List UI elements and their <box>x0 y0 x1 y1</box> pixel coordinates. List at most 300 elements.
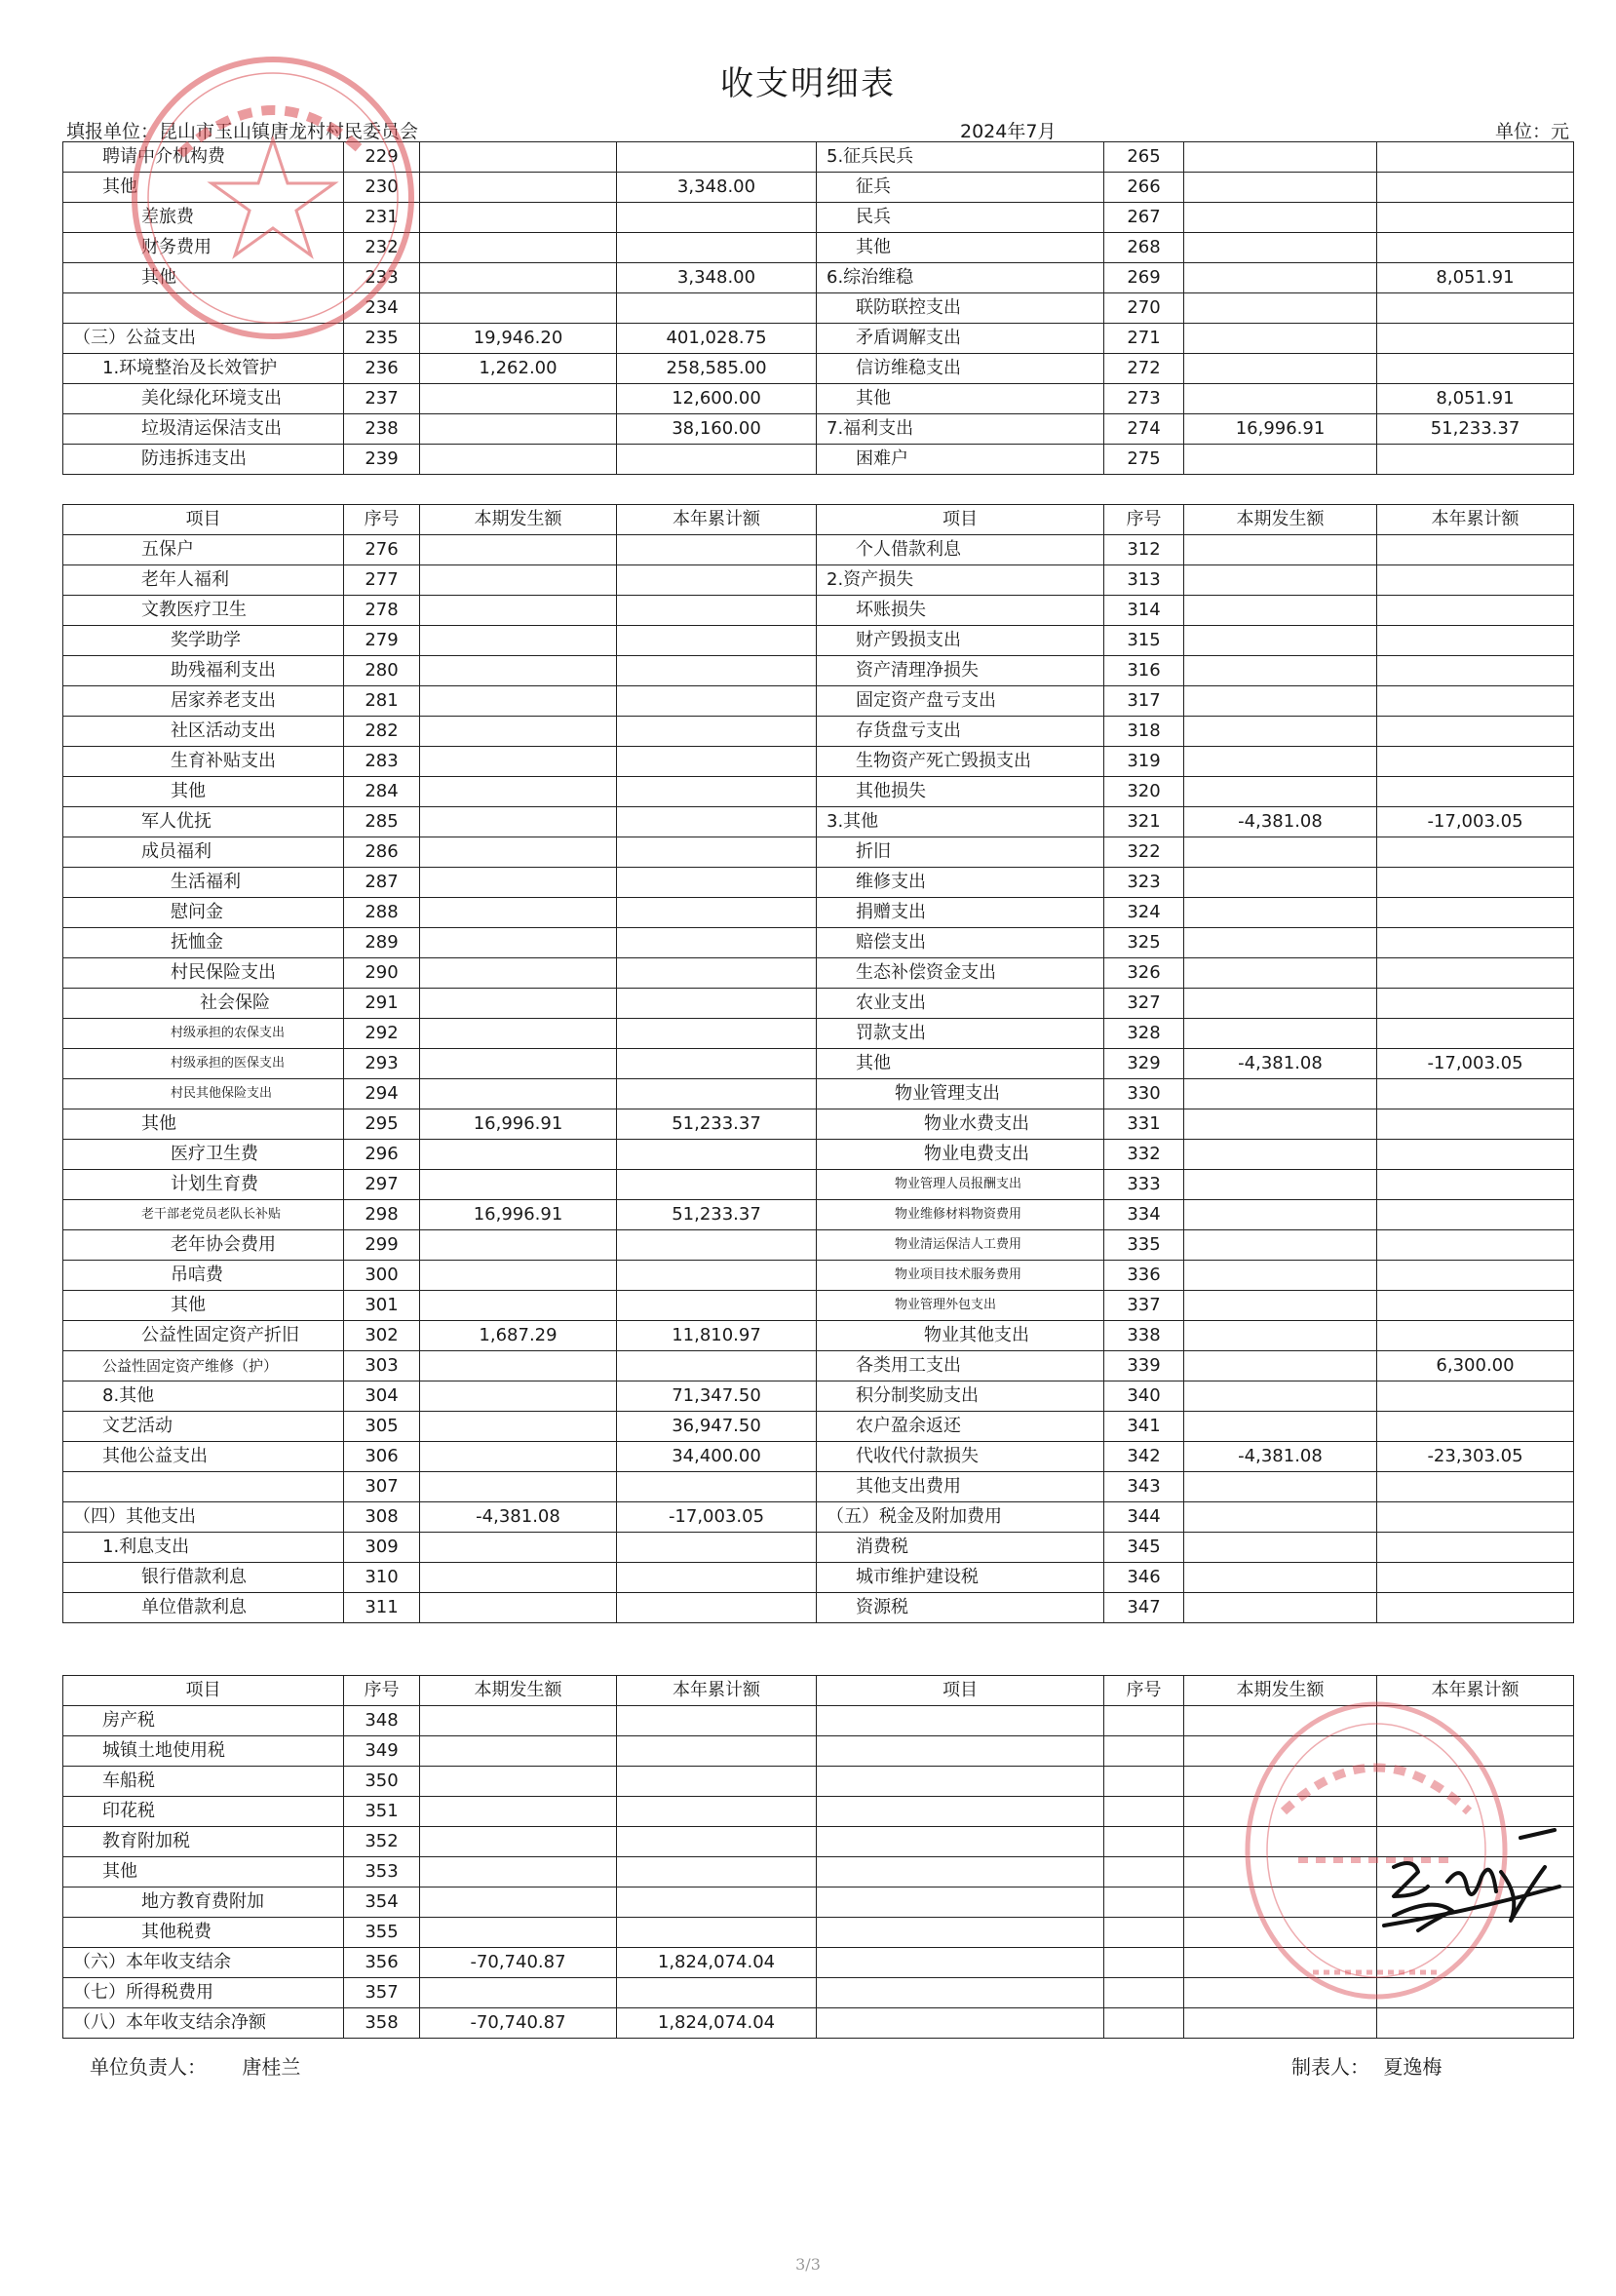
cell-no-r <box>1104 1797 1184 1827</box>
cell-current <box>420 535 617 565</box>
cell-item-r: 积分制奖励支出 <box>817 1381 1104 1412</box>
cell-current <box>420 868 617 898</box>
report-period: 2024年7月 <box>960 121 1057 142</box>
cell-current <box>420 1857 617 1887</box>
cell-item-r: 消费税 <box>817 1533 1104 1563</box>
cell-no: 295 <box>344 1109 420 1140</box>
column-header-ytd: 本年累计额 <box>617 505 817 535</box>
cell-item-r: （五）税金及附加费用 <box>817 1502 1104 1533</box>
cell-ytd <box>617 293 817 324</box>
table-row <box>63 989 1574 1019</box>
cell-item: 慰问金 <box>63 898 344 928</box>
cell-item: 其他 <box>63 777 344 807</box>
cell-ytd <box>617 565 817 596</box>
table-row <box>63 324 1574 354</box>
cell-ytd-r <box>1377 1736 1574 1767</box>
cell-no: 296 <box>344 1140 420 1170</box>
cell-ytd <box>617 535 817 565</box>
table-row <box>63 1827 1574 1857</box>
cell-no-r <box>1104 1857 1184 1887</box>
cell-current-r <box>1184 1857 1377 1887</box>
cell-item-r: 6.综治维稳 <box>817 263 1104 293</box>
cell-no: 298 <box>344 1200 420 1230</box>
cell-no-r: 319 <box>1104 747 1184 777</box>
cell-current-r <box>1184 1797 1377 1827</box>
table-row <box>63 1381 1574 1412</box>
cell-no: 239 <box>344 445 420 475</box>
table-row <box>63 1563 1574 1593</box>
cell-no: 300 <box>344 1261 420 1291</box>
table-row <box>63 203 1574 233</box>
cell-ytd <box>617 1261 817 1291</box>
cell-ytd-r <box>1377 1412 1574 1442</box>
cell-no: 355 <box>344 1918 420 1948</box>
cell-current <box>420 1442 617 1472</box>
cell-no: 238 <box>344 414 420 445</box>
cell-no: 276 <box>344 535 420 565</box>
cell-no: 289 <box>344 928 420 958</box>
column-header-current: 本期发生额 <box>420 505 617 535</box>
cell-ytd-r: 8,051.91 <box>1377 263 1574 293</box>
cell-current-r: -4,381.08 <box>1184 807 1377 837</box>
cell-ytd <box>617 1563 817 1593</box>
cell-current <box>420 233 617 263</box>
column-header-no: 序号 <box>344 1676 420 1706</box>
table-row <box>63 1049 1574 1079</box>
cell-no-r: 342 <box>1104 1442 1184 1472</box>
cell-current <box>420 1140 617 1170</box>
cell-current: -4,381.08 <box>420 1502 617 1533</box>
cell-ytd-r <box>1377 656 1574 686</box>
table-maker-label: 制表人： <box>1291 2055 1369 2079</box>
cell-ytd <box>617 1140 817 1170</box>
table-row <box>63 686 1574 717</box>
table-row <box>63 142 1574 173</box>
cell-no-r: 347 <box>1104 1593 1184 1623</box>
cell-current <box>420 928 617 958</box>
table-row <box>63 1533 1574 1563</box>
cell-no: 281 <box>344 686 420 717</box>
cell-ytd <box>617 1887 817 1918</box>
cell-no-r: 322 <box>1104 837 1184 868</box>
page-number: 3/3 <box>795 2255 821 2274</box>
table-row <box>63 1261 1574 1291</box>
cell-ytd-r <box>1377 717 1574 747</box>
cell-item: 其他 <box>63 263 344 293</box>
cell-ytd-r <box>1377 1593 1574 1623</box>
cell-ytd-r <box>1377 898 1574 928</box>
cell-no: 282 <box>344 717 420 747</box>
cell-ytd <box>617 1049 817 1079</box>
cell-current: -70,740.87 <box>420 2008 617 2039</box>
cell-item: 车船税 <box>63 1767 344 1797</box>
cell-ytd <box>617 1918 817 1948</box>
cell-no: 237 <box>344 384 420 414</box>
table-row <box>63 898 1574 928</box>
cell-ytd: 36,947.50 <box>617 1412 817 1442</box>
cell-item: 生活福利 <box>63 868 344 898</box>
cell-item: （七）所得税费用 <box>63 1978 344 2008</box>
cell-current <box>420 1472 617 1502</box>
cell-ytd-r <box>1377 1200 1574 1230</box>
detail-table-2 <box>62 504 1574 1623</box>
cell-ytd-r <box>1377 1472 1574 1502</box>
table-row <box>63 928 1574 958</box>
cell-no: 311 <box>344 1593 420 1623</box>
cell-current <box>420 1593 617 1623</box>
cell-item: 财务费用 <box>63 233 344 263</box>
table-row <box>63 1857 1574 1887</box>
cell-ytd-r <box>1377 1381 1574 1412</box>
cell-current-r <box>1184 1230 1377 1261</box>
cell-no: 233 <box>344 263 420 293</box>
cell-no-r: 337 <box>1104 1291 1184 1321</box>
cell-current-r <box>1184 1563 1377 1593</box>
cell-no: 229 <box>344 142 420 173</box>
table-row <box>63 626 1574 656</box>
column-header-ytd-r: 本年累计额 <box>1377 505 1574 535</box>
table-row <box>63 1502 1574 1533</box>
cell-no: 299 <box>344 1230 420 1261</box>
cell-item-r: 赔偿支出 <box>817 928 1104 958</box>
cell-item-r: 物业管理支出 <box>817 1079 1104 1109</box>
cell-no-r: 275 <box>1104 445 1184 475</box>
cell-item: 公益性固定资产维修（护） <box>63 1351 344 1381</box>
cell-current <box>420 1019 617 1049</box>
cell-item: 其他 <box>63 1109 344 1140</box>
table-row <box>63 1291 1574 1321</box>
cell-no-r: 320 <box>1104 777 1184 807</box>
cell-item: 军人优抚 <box>63 807 344 837</box>
cell-ytd-r: -17,003.05 <box>1377 807 1574 837</box>
cell-no-r: 329 <box>1104 1049 1184 1079</box>
column-header-current: 本期发生额 <box>420 1676 617 1706</box>
cell-ytd-r: -17,003.05 <box>1377 1049 1574 1079</box>
cell-item-r: 其他 <box>817 384 1104 414</box>
cell-current <box>420 1918 617 1948</box>
cell-ytd-r <box>1377 1978 1574 2008</box>
cell-ytd-r <box>1377 1887 1574 1918</box>
cell-ytd <box>617 203 817 233</box>
cell-current <box>420 293 617 324</box>
cell-ytd <box>617 777 817 807</box>
cell-item: 印花税 <box>63 1797 344 1827</box>
cell-current-r <box>1184 1918 1377 1948</box>
cell-ytd: 3,348.00 <box>617 173 817 203</box>
cell-ytd <box>617 1291 817 1321</box>
table-row <box>63 445 1574 475</box>
cell-no-r: 313 <box>1104 565 1184 596</box>
cell-item-r: 资源税 <box>817 1593 1104 1623</box>
cell-ytd-r: -23,303.05 <box>1377 1442 1574 1472</box>
cell-current <box>420 1533 617 1563</box>
table-row <box>63 1706 1574 1736</box>
cell-item: 其他 <box>63 173 344 203</box>
cell-current <box>420 1291 617 1321</box>
cell-ytd: 11,810.97 <box>617 1321 817 1351</box>
cell-item-r: 固定资产盘亏支出 <box>817 686 1104 717</box>
cell-current-r <box>1184 263 1377 293</box>
cell-item-r: 个人借款利息 <box>817 535 1104 565</box>
cell-item-r: 坏账损失 <box>817 596 1104 626</box>
cell-ytd-r <box>1377 596 1574 626</box>
table-row <box>63 293 1574 324</box>
cell-item: 地方教育费附加 <box>63 1887 344 1918</box>
cell-current-r <box>1184 1706 1377 1736</box>
cell-no: 309 <box>344 1533 420 1563</box>
cell-current-r <box>1184 1019 1377 1049</box>
cell-ytd <box>617 928 817 958</box>
cell-current <box>420 807 617 837</box>
cell-current-r <box>1184 233 1377 263</box>
table-row <box>63 1797 1574 1827</box>
cell-no: 230 <box>344 173 420 203</box>
cell-item: 文艺活动 <box>63 1412 344 1442</box>
table-row <box>63 1321 1574 1351</box>
cell-ytd-r <box>1377 928 1574 958</box>
cell-current-r <box>1184 1767 1377 1797</box>
cell-item: 其他 <box>63 1857 344 1887</box>
cell-current-r <box>1184 565 1377 596</box>
cell-current <box>420 565 617 596</box>
cell-item-r: 折旧 <box>817 837 1104 868</box>
cell-no-r: 268 <box>1104 233 1184 263</box>
cell-item-r: 罚款支出 <box>817 1019 1104 1049</box>
cell-item-r: 物业水费支出 <box>817 1109 1104 1140</box>
cell-ytd-r <box>1377 958 1574 989</box>
column-header-item-r: 项目 <box>817 1676 1104 1706</box>
cell-no: 232 <box>344 233 420 263</box>
cell-ytd <box>617 1827 817 1857</box>
cell-current <box>420 1230 617 1261</box>
cell-current-r <box>1184 2008 1377 2039</box>
cell-no-r: 273 <box>1104 384 1184 414</box>
cell-current-r <box>1184 1978 1377 2008</box>
cell-item <box>63 1472 344 1502</box>
cell-no-r: 321 <box>1104 807 1184 837</box>
cell-current <box>420 656 617 686</box>
cell-no-r <box>1104 2008 1184 2039</box>
cell-ytd-r <box>1377 1918 1574 1948</box>
cell-ytd-r <box>1377 1563 1574 1593</box>
cell-ytd <box>617 1230 817 1261</box>
cell-current <box>420 596 617 626</box>
cell-current-r <box>1184 1140 1377 1170</box>
cell-current <box>420 384 617 414</box>
cell-current: 1,687.29 <box>420 1321 617 1351</box>
cell-current <box>420 898 617 928</box>
cell-item: 垃圾清运保洁支出 <box>63 414 344 445</box>
unit-leader-name: 唐桂兰 <box>242 2055 301 2079</box>
cell-ytd-r <box>1377 1140 1574 1170</box>
cell-no-r: 334 <box>1104 1200 1184 1230</box>
cell-current-r <box>1184 928 1377 958</box>
column-header-item: 项目 <box>63 1676 344 1706</box>
cell-no: 353 <box>344 1857 420 1887</box>
cell-ytd-r <box>1377 1502 1574 1533</box>
cell-ytd-r: 8,051.91 <box>1377 384 1574 414</box>
cell-ytd <box>617 1533 817 1563</box>
cell-current-r: -4,381.08 <box>1184 1049 1377 1079</box>
table-row <box>63 1887 1574 1918</box>
cell-ytd <box>617 1706 817 1736</box>
cell-ytd: 1,824,074.04 <box>617 2008 817 2039</box>
cell-ytd: -17,003.05 <box>617 1502 817 1533</box>
cell-ytd-r <box>1377 445 1574 475</box>
cell-current-r <box>1184 1351 1377 1381</box>
cell-ytd <box>617 717 817 747</box>
cell-item: 差旅费 <box>63 203 344 233</box>
cell-no-r: 324 <box>1104 898 1184 928</box>
table-row <box>63 1079 1574 1109</box>
cell-no-r: 317 <box>1104 686 1184 717</box>
table-row <box>63 1351 1574 1381</box>
cell-item: 村民其他保险支出 <box>63 1079 344 1109</box>
cell-ytd-r: 51,233.37 <box>1377 414 1574 445</box>
cell-no-r: 266 <box>1104 173 1184 203</box>
cell-item-r: 物业维修材料物资费用 <box>817 1200 1104 1230</box>
cell-ytd: 71,347.50 <box>617 1381 817 1412</box>
table-row <box>63 596 1574 626</box>
cell-ytd <box>617 958 817 989</box>
cell-no-r: 338 <box>1104 1321 1184 1351</box>
cell-current <box>420 1827 617 1857</box>
cell-no-r: 327 <box>1104 989 1184 1019</box>
cell-current <box>420 626 617 656</box>
cell-ytd: 1,824,074.04 <box>617 1948 817 1978</box>
cell-current-r: 16,996.91 <box>1184 414 1377 445</box>
cell-current-r <box>1184 1827 1377 1857</box>
cell-ytd-r <box>1377 1857 1574 1887</box>
cell-no-r: 333 <box>1104 1170 1184 1200</box>
cell-ytd <box>617 1351 817 1381</box>
cell-no: 288 <box>344 898 420 928</box>
cell-item-r <box>817 1736 1104 1767</box>
cell-ytd-r <box>1377 1797 1574 1827</box>
cell-current-r <box>1184 1109 1377 1140</box>
cell-ytd-r <box>1377 1827 1574 1857</box>
cell-no-r <box>1104 1918 1184 1948</box>
cell-current <box>420 1170 617 1200</box>
cell-current-r <box>1184 777 1377 807</box>
page-title: 收支明细表 <box>720 64 896 103</box>
cell-current-r <box>1184 596 1377 626</box>
cell-item: 居家养老支出 <box>63 686 344 717</box>
cell-no: 352 <box>344 1827 420 1857</box>
cell-no: 301 <box>344 1291 420 1321</box>
cell-current-r <box>1184 1887 1377 1918</box>
table-maker <box>1291 2051 1442 2080</box>
cell-no: 357 <box>344 1978 420 2008</box>
table-row <box>63 263 1574 293</box>
table-row <box>63 1918 1574 1948</box>
cell-no-r: 316 <box>1104 656 1184 686</box>
cell-no: 349 <box>344 1736 420 1767</box>
cell-ytd: 51,233.37 <box>617 1109 817 1140</box>
cell-ytd-r <box>1377 1261 1574 1291</box>
cell-no: 235 <box>344 324 420 354</box>
cell-no-r: 335 <box>1104 1230 1184 1261</box>
cell-current-r <box>1184 203 1377 233</box>
table-row <box>63 1948 1574 1978</box>
cell-no-r: 328 <box>1104 1019 1184 1049</box>
cell-current: 16,996.91 <box>420 1109 617 1140</box>
cell-no-r: 344 <box>1104 1502 1184 1533</box>
cell-ytd-r <box>1377 777 1574 807</box>
cell-ytd <box>617 142 817 173</box>
cell-item: 单位借款利息 <box>63 1593 344 1623</box>
cell-no: 356 <box>344 1948 420 1978</box>
cell-no-r <box>1104 1767 1184 1797</box>
cell-no: 279 <box>344 626 420 656</box>
cell-current: -70,740.87 <box>420 1948 617 1978</box>
cell-item-r <box>817 1918 1104 1948</box>
cell-ytd-r: 6,300.00 <box>1377 1351 1574 1381</box>
cell-ytd-r <box>1377 1948 1574 1978</box>
cell-ytd-r <box>1377 868 1574 898</box>
cell-item: 公益性固定资产折旧 <box>63 1321 344 1351</box>
detail-table-1 <box>62 141 1574 475</box>
cell-no-r: 346 <box>1104 1563 1184 1593</box>
cell-ytd-r <box>1377 203 1574 233</box>
cell-ytd-r <box>1377 142 1574 173</box>
cell-no: 294 <box>344 1079 420 1109</box>
cell-no-r: 325 <box>1104 928 1184 958</box>
table-row <box>63 807 1574 837</box>
cell-current <box>420 1978 617 2008</box>
cell-item-r <box>817 1706 1104 1736</box>
table-row <box>63 1736 1574 1767</box>
cell-current-r <box>1184 354 1377 384</box>
cell-item: 城镇土地使用税 <box>63 1736 344 1767</box>
cell-no-r: 314 <box>1104 596 1184 626</box>
cell-no: 306 <box>344 1442 420 1472</box>
cell-no-r: 343 <box>1104 1472 1184 1502</box>
cell-ytd-r <box>1377 324 1574 354</box>
currency-unit: 单位：元 <box>1494 121 1569 142</box>
cell-ytd <box>617 807 817 837</box>
cell-current-r <box>1184 173 1377 203</box>
cell-current: 1,262.00 <box>420 354 617 384</box>
cell-item-r: 捐赠支出 <box>817 898 1104 928</box>
table-row <box>63 1412 1574 1442</box>
cell-no-r: 336 <box>1104 1261 1184 1291</box>
cell-current-r <box>1184 747 1377 777</box>
cell-item: 美化绿化环境支出 <box>63 384 344 414</box>
table-row <box>63 354 1574 384</box>
cell-current <box>420 958 617 989</box>
cell-current <box>420 1049 617 1079</box>
cell-current-r <box>1184 445 1377 475</box>
cell-item: 社会保险 <box>63 989 344 1019</box>
cell-no-r <box>1104 1978 1184 2008</box>
cell-no-r: 270 <box>1104 293 1184 324</box>
cell-item: 医疗卫生费 <box>63 1140 344 1170</box>
cell-no: 286 <box>344 837 420 868</box>
cell-item: 教育附加税 <box>63 1827 344 1857</box>
table-row <box>63 868 1574 898</box>
table-row <box>63 837 1574 868</box>
cell-current-r <box>1184 324 1377 354</box>
column-header-current-r: 本期发生额 <box>1184 505 1377 535</box>
cell-current-r: -4,381.08 <box>1184 1442 1377 1472</box>
cell-no: 280 <box>344 656 420 686</box>
cell-ytd-r <box>1377 565 1574 596</box>
cell-no: 292 <box>344 1019 420 1049</box>
cell-item-r: 其他支出费用 <box>817 1472 1104 1502</box>
cell-ytd: 51,233.37 <box>617 1200 817 1230</box>
cell-item: 防违拆违支出 <box>63 445 344 475</box>
